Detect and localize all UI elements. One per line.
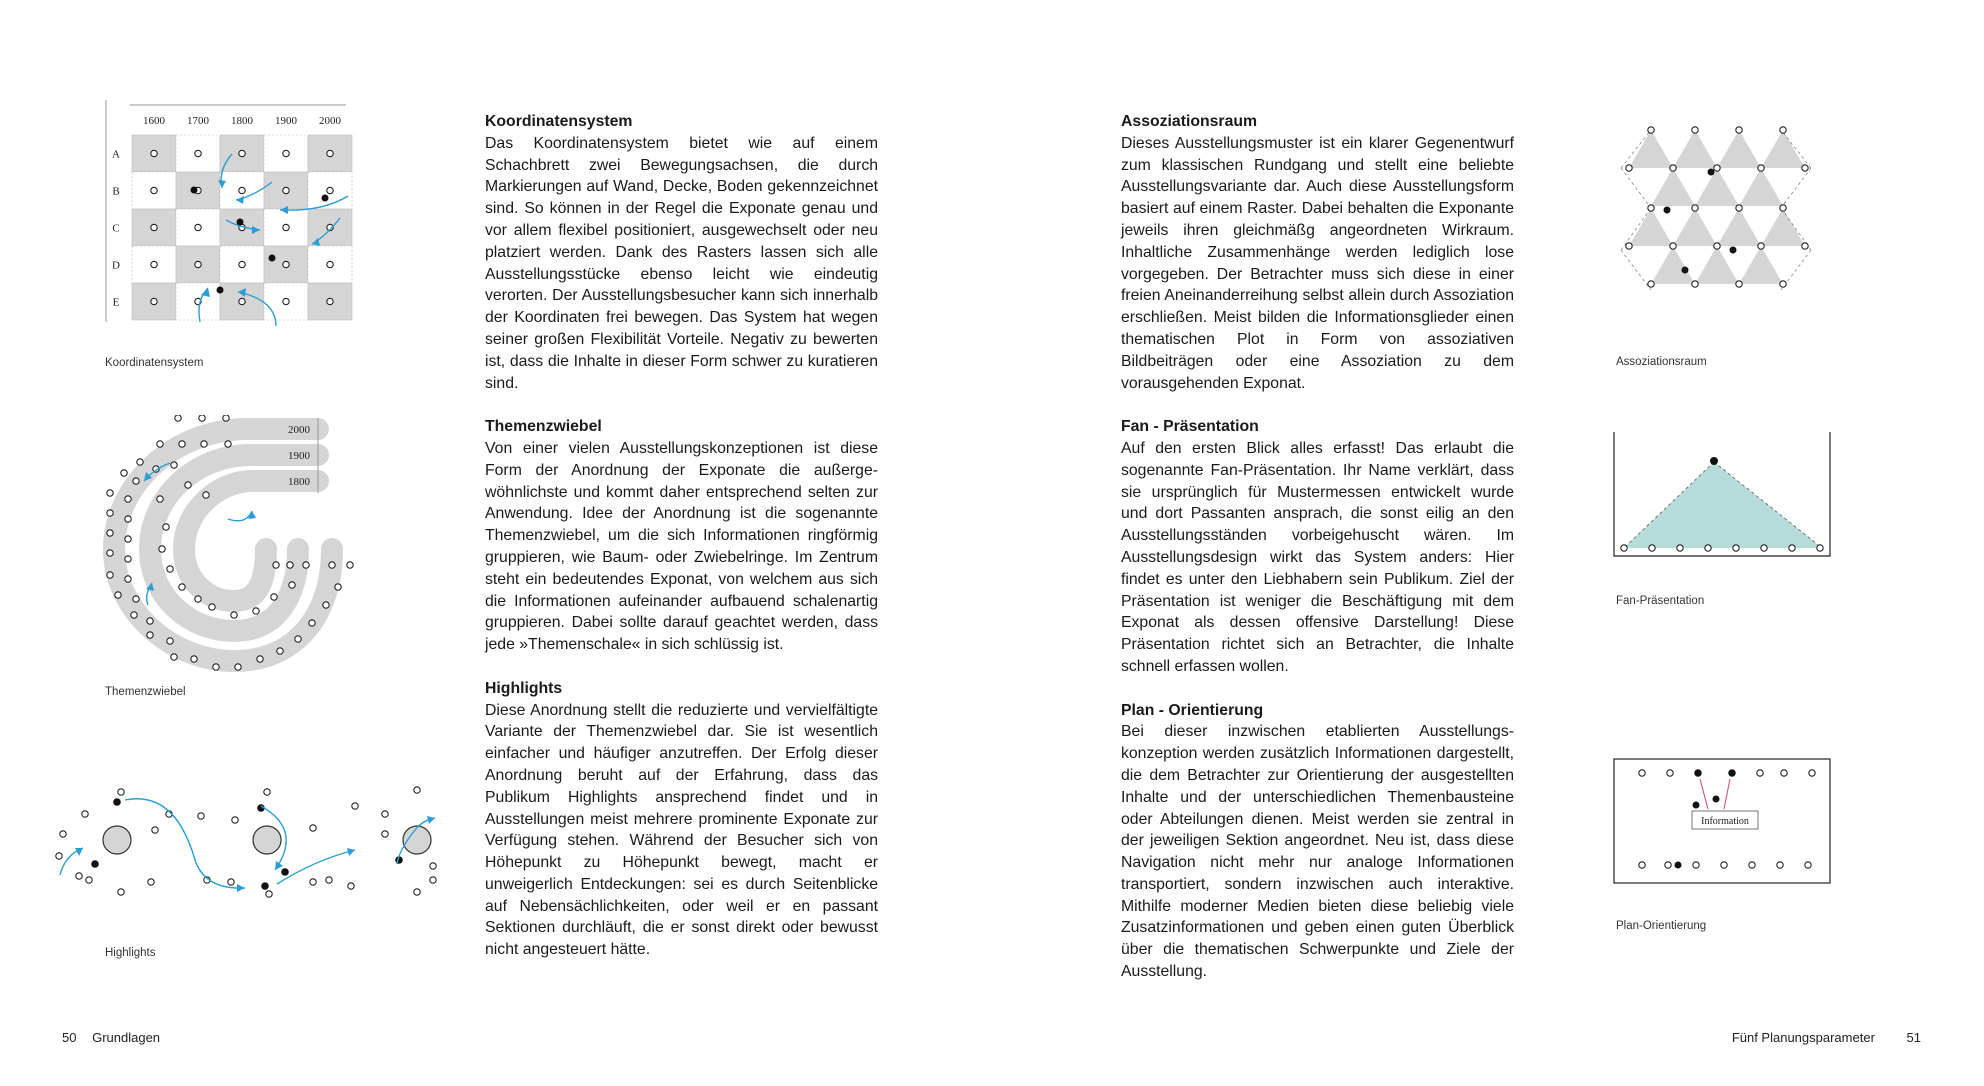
exhibit-dot (107, 530, 113, 536)
association-field (1761, 208, 1805, 246)
exhibit-dot (1670, 243, 1676, 249)
exhibit-dot (289, 582, 295, 588)
association-field (1695, 168, 1739, 206)
exhibit-dot (1802, 243, 1808, 249)
highlights-caption: Highlights (105, 947, 156, 959)
exhibit-dot (1781, 770, 1787, 776)
row-label: A (112, 148, 120, 161)
ring-year-label: 2000 (288, 424, 310, 436)
plan-orientierung-caption: Plan-Orientierung (1616, 920, 1707, 932)
exhibit-dot (157, 441, 163, 447)
exhibit-dot (1626, 165, 1632, 171)
visitor-marker (1682, 267, 1689, 274)
plan-orientierung-figure (1612, 757, 1832, 887)
section-body-highlights: Diese Anordnung stellt die reduzierte und vervielfältigte Variante der Themenzwiebel dar. Sie ist wesentlich einfacher und häufiger anzutreffen. Der Erfolg dieser Anordnung beruht auf der Erfahrung, dass das Publikum Highlights ansprechend findet und in Ausstellungen meist mehrere prominente Exponate zur Verfügung stehen. Während der Besucher sich von Höhepunkt zu Höhepunkt bewegt, macht er unweigerlich Entdeckungen: sei es durch Seitenblicke auf Nebensächlichkeiten, oder weil er en passant Sektionen durchläuft, die er sonst direkt oder bewusst nicht angesteuert hätte. (485, 701, 878, 959)
exhibit-dot (1736, 205, 1742, 211)
exhibit-dot (198, 813, 204, 819)
fan-praesentation-figure (1612, 430, 1832, 560)
left-text-column (485, 111, 878, 983)
exhibit-dot (253, 608, 259, 614)
exhibit-dot (430, 863, 436, 869)
exhibit-dot (125, 576, 131, 582)
exhibit-dot (133, 596, 139, 602)
exhibit-dot (60, 831, 66, 837)
exhibit-dot (1705, 545, 1711, 551)
exhibit-dot (1721, 862, 1727, 868)
exhibit-dot (203, 492, 209, 498)
exhibit-dot (1733, 545, 1739, 551)
exhibit-dot (1809, 770, 1815, 776)
exhibit-dot (326, 877, 332, 883)
year-label: 1800 (231, 115, 253, 127)
exhibit-dot (157, 496, 163, 502)
exhibit-dot (213, 664, 219, 670)
exhibit-dot (283, 224, 289, 230)
exhibit-dot (235, 664, 241, 670)
exhibit-dot (382, 811, 388, 817)
highlights-figure (55, 770, 445, 910)
exhibit-dot (239, 150, 245, 156)
exhibit-dot (239, 298, 245, 304)
exhibit-dot (335, 584, 341, 590)
exhibit-dot (239, 261, 245, 267)
row-label: D (112, 259, 120, 272)
right-text-column (1121, 111, 1514, 1005)
right-page-number: 51 (1906, 1030, 1921, 1045)
association-field (1717, 208, 1761, 246)
exhibit-dot (1648, 205, 1654, 211)
exhibit-dot (1648, 127, 1654, 133)
exhibit-dot (179, 441, 185, 447)
exhibit-dot (118, 789, 124, 795)
exhibit-dot (151, 187, 157, 193)
exhibit-dot (1817, 545, 1823, 551)
row-label: E (112, 296, 120, 309)
exhibit-dot (414, 889, 420, 895)
section-heading-plan-orientierung: Plan - Orientierung (1121, 701, 1264, 719)
exhibit-dot (348, 883, 354, 889)
themenzwiebel-caption: Themenzwiebel (105, 686, 186, 698)
exhibit-dot (175, 415, 181, 421)
exhibit-dot (151, 298, 157, 304)
exhibit-dot (125, 536, 131, 542)
exhibit-dot (137, 459, 143, 465)
assoziationsraum-caption: Assoziationsraum (1616, 356, 1707, 368)
exhibit-dot (115, 592, 121, 598)
exhibit-dot (327, 261, 333, 267)
exhibit-dot (329, 562, 335, 568)
association-field (1651, 246, 1695, 284)
exhibit-dot (1639, 862, 1645, 868)
exhibit-dot (414, 787, 420, 793)
exhibit-dot (151, 224, 157, 230)
exhibit-dot (1758, 165, 1764, 171)
section-body-koordinatensystem: Das Koordinatensystem bietet wie auf einem Schachbrett zwei Bewegungsachsen, die durch Markierungen auf Wand, Decke, Boden gekennzeichnet sind. So können in der Regel die Exponate genau und vor allem flexibel positioniert, ausgewechselt oder neu platziert werden. Dank des Rasters lassen sich alle Ausstellungsstücke ebenso leicht wie eindeutig verorten. Der Ausstellungsbesucher kann sich innerhalb der Koordinaten frei bewegen. Das System hat wegen seiner großen Flexibilität Vorteile. Negativ zu bewerten ist, dass die Inhalte in dieser Form schwer zu kuratieren sind. (485, 134, 878, 392)
koordinatensystem-caption: Koordinatensystem (105, 357, 204, 369)
section-heading-themenzwiebel: Themenzwiebel (485, 418, 602, 436)
exhibit-dot (327, 150, 333, 156)
exhibit-dot (107, 490, 113, 496)
exhibit-dot (167, 566, 173, 572)
section-body-assoziationsraum: Dieses Ausstellungsmuster ist ein klarer Gegenentwurf zum klassischen Rundgang und stellt eine beliebte Ausstellungsvariante dar. Auch diese Ausstellungsform basiert auf einem Raster. Dabei behalten die Exponante jeweils ihren gleichmäßg angeordneten Wirkraum. Inhaltliche Zusammenhänge werden lediglich lose vorgegeben. Der Betrachter muss sich diese in einer freien Aneinanderreihung selbst allein durch Assoziation erschließen. Meist bilden die Informationsglieder einen thematischen Plot in Form von assoziativen Bildbeiträgen oder eine Assoziation zu dem vorausgehenden Exponat. (1121, 134, 1514, 392)
exhibit-dot (1639, 770, 1645, 776)
exhibit-dot (310, 825, 316, 831)
right-running-head: Fünf Planungsparameter (1731, 1030, 1875, 1045)
exhibit-dot (195, 150, 201, 156)
exhibit-dot (223, 415, 229, 421)
exhibit-dot (1780, 205, 1786, 211)
visitor-marker (261, 882, 269, 890)
exhibit-dot (430, 877, 436, 883)
row-label: C (112, 222, 120, 235)
exhibit-dot (1780, 127, 1786, 133)
exhibit-dot (1692, 281, 1698, 287)
section-body-fan-praesentation: Auf den ersten Blick alles erfasst! Das erlaubt die sogenannte Fan-Präsentation. Ihr Name verklärt, dass sie ursprünglich für Mustermessen entwickelt wurde und dort Passanten ansprach, die sonst eilig an den Ausstellungsständen vorbeigehuscht wären. Im Ausstellungsdesign wirkt das System anders: Hier findet es unter den Liebhabern sein Publikum. Ziel der Präsentation ist weniger die Beschäftigung mit dem Exponat als dessen offensive Darstellung! Diese Präsentation richtet sich an Betrachter, die Inhalte schnell erfassen wollen. (1121, 439, 1514, 675)
exhibit-dot (1780, 281, 1786, 287)
exhibit-dot (121, 470, 127, 476)
exhibit-dot (231, 612, 237, 618)
exhibit-dot (199, 415, 205, 421)
exhibit-dot (1667, 770, 1673, 776)
exhibit-dot (1757, 770, 1763, 776)
association-field (1739, 168, 1783, 206)
exhibit-dot (151, 150, 157, 156)
exhibit-dot (201, 441, 207, 447)
section-body-plan-orientierung: Bei dieser inzwischen etablierten Ausstellungskonzeption werden zusätzlich Informationen dargestellt, die dem Betrachter zur Orientierung der ausgestellten Inhalte und der unterschiedlichen Themenbausteine oder Abteilungen dienen. Meist werden sie zentral in der jeweiligen Sektion angeordnet. Neu ist, dass diese Navigation nicht mehr nur analoge Informationen transportiert, sondern inzwischen auch interaktive. Mithilfe moderner Medien bieten diese beliebig viele Zusatzinformationen und geben einen guten Überblick über die thematischen Schwerpunkte und Ziele der Ausstellung. (1121, 723, 1514, 981)
year-label: 1900 (275, 115, 297, 127)
exhibit-dot (1777, 862, 1783, 868)
exhibit-dot (232, 817, 238, 823)
exhibit-dot (352, 803, 358, 809)
exhibit-dot (1677, 545, 1683, 551)
exhibit-dot (287, 562, 293, 568)
exhibit-dot (1692, 205, 1698, 211)
year-label: 1700 (187, 115, 209, 127)
exhibit-dot (303, 562, 309, 568)
exhibit-dot (1714, 165, 1720, 171)
assoziationsraum-figure (1615, 120, 1815, 300)
exhibit-dot (191, 656, 197, 662)
section-heading-highlights: Highlights (485, 679, 563, 697)
exhibit-dot (309, 620, 315, 626)
visitor-marker (1708, 169, 1715, 176)
exhibit-dot (327, 187, 333, 193)
exhibit-dot (1692, 127, 1698, 133)
left-page-footer (62, 1030, 160, 1045)
ring-year-label: 1800 (288, 476, 310, 488)
association-field (1717, 130, 1761, 168)
exhibit-dot (323, 602, 329, 608)
exhibit-dot (171, 462, 177, 468)
exhibit-dot (86, 877, 92, 883)
visitor-marker (113, 798, 121, 806)
exhibit-dot (1758, 243, 1764, 249)
exhibit-dot (1714, 243, 1720, 249)
association-field (1629, 208, 1673, 246)
exhibit-dot (1649, 545, 1655, 551)
visitor-marker (1730, 247, 1737, 254)
exhibit-dot (152, 827, 158, 833)
section-body-themenzwiebel: Von einer vielen Ausstellungskonzeptionen ist diese Form der Anordnung der Exponate die außergewöhnlichste und kommt daher entsprechend selten zur Anwendung. Idee der Anordnung ist die sogenannte Themenzwiebel, um die sich Informationen ringförmig gruppieren, wie Baum- oder Zwiebelringe. Im Zentrum steht ein bedeutendes Exponat, von welchem aus sich die Informationen aufeinander aufbauend schalenartig gruppieren. Dabei sollte darauf geachtet werden, dass jede »Themenschale« in sich schlüssig ist. (485, 439, 878, 654)
exhibit-dot (159, 546, 165, 552)
association-field (1739, 246, 1783, 284)
exhibit-dot (148, 879, 154, 885)
exhibit-dot (295, 636, 301, 642)
exhibit-dot (195, 596, 201, 602)
exhibit-dot (283, 261, 289, 267)
exhibit-dot (1621, 545, 1627, 551)
exhibit-dot (283, 187, 289, 193)
row-label: B (112, 185, 120, 198)
exhibit-dot (147, 618, 153, 624)
exhibit-dot (125, 496, 131, 502)
exhibit-dot (347, 562, 353, 568)
section-heading-fan-praesentation: Fan - Präsentation (1121, 418, 1259, 436)
exhibit-dot (125, 516, 131, 522)
exhibit-dot (225, 441, 231, 447)
koordinatensystem-figure (100, 100, 360, 330)
exhibit-dot (171, 654, 177, 660)
association-field (1761, 130, 1805, 168)
year-label: 1600 (143, 115, 165, 127)
exhibit-dot (327, 298, 333, 304)
exhibit-dot (1749, 862, 1755, 868)
exhibit-dot (1648, 281, 1654, 287)
exhibit-dot (147, 632, 153, 638)
exhibit-dot (1665, 862, 1671, 868)
exhibit-dot (228, 879, 234, 885)
themenzwiebel-figure (100, 415, 360, 675)
exhibit-dot (283, 298, 289, 304)
exhibit-dot (209, 604, 215, 610)
exhibit-dot (163, 524, 169, 530)
exhibit-dot (195, 224, 201, 230)
association-field (1673, 130, 1717, 168)
exhibit-dot (56, 853, 62, 859)
left-running-head: Grundlagen (92, 1030, 161, 1045)
exhibit-dot (382, 831, 388, 837)
right-page-footer (1732, 1030, 1921, 1045)
exhibit-dot (1693, 862, 1699, 868)
visitor-marker (281, 868, 289, 876)
exhibit-dot (264, 789, 270, 795)
exhibit-dot (1670, 165, 1676, 171)
exhibit-dot (107, 550, 113, 556)
exhibit-dot (273, 562, 279, 568)
visitor-marker (1664, 207, 1671, 214)
exhibit-dot (310, 879, 316, 885)
exhibit-dot (118, 889, 124, 895)
exhibit-dot (125, 556, 131, 562)
exhibit-dot (1789, 545, 1795, 551)
exhibit-dot (1736, 127, 1742, 133)
exhibit-dot (1626, 243, 1632, 249)
exhibit-dot (179, 584, 185, 590)
exhibit-dot (266, 891, 272, 897)
visitor-marker (91, 860, 99, 868)
exhibit-dot (257, 656, 263, 662)
exhibit-dot (271, 594, 277, 600)
exhibit-dot (131, 612, 137, 618)
association-field (1651, 168, 1695, 206)
association-field (1673, 208, 1717, 246)
association-field (1629, 130, 1673, 168)
exhibit-dot (167, 638, 173, 644)
plan-information-label: Information (1701, 816, 1749, 827)
exhibit-dot (133, 478, 139, 484)
exhibit-dot (185, 482, 191, 488)
exhibit-dot (1736, 281, 1742, 287)
section-heading-assoziationsraum: Assoziationsraum (1121, 113, 1258, 130)
exhibit-dot (76, 873, 82, 879)
ring-year-label: 1900 (288, 450, 310, 462)
exhibit-dot (195, 261, 201, 267)
exhibit-dot (1761, 545, 1767, 551)
fan-praesentation-caption: Fan-Präsentation (1616, 595, 1705, 607)
exhibit-dot (1805, 862, 1811, 868)
exhibit-dot (82, 811, 88, 817)
section-heading-koordinatensystem: Koordinatensystem (485, 113, 633, 130)
exhibit-dot (277, 648, 283, 654)
exhibit-dot (107, 572, 113, 578)
exhibit-dot (151, 261, 157, 267)
exhibit-dot (1802, 165, 1808, 171)
exhibit-dot (107, 510, 113, 516)
left-page-number: 50 (62, 1030, 77, 1045)
year-label: 2000 (319, 115, 341, 127)
exhibit-dot (283, 150, 289, 156)
exhibit-dot (239, 187, 245, 193)
